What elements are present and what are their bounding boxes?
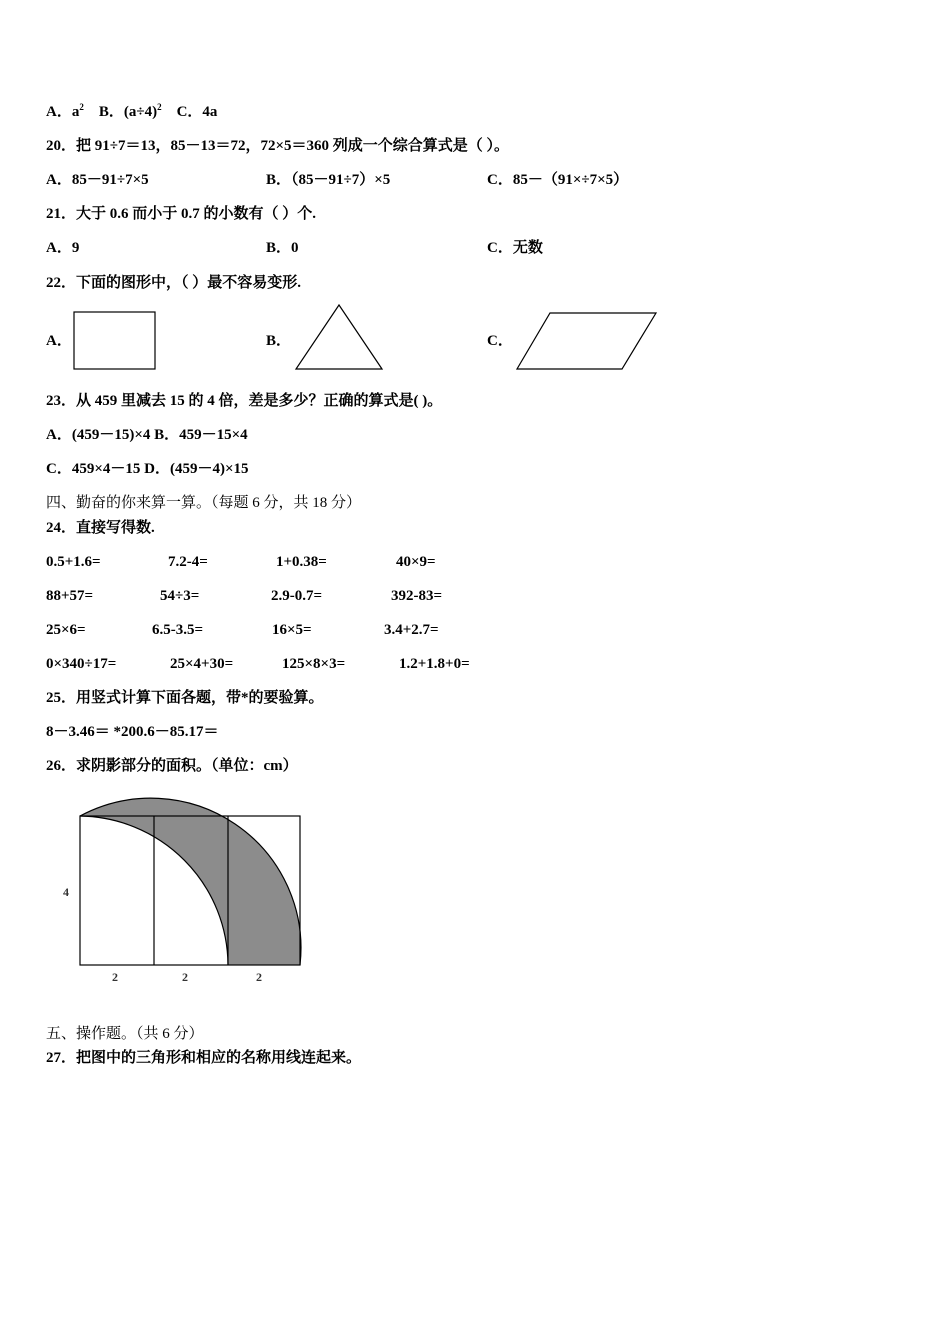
q22-option-b: B． (266, 333, 292, 349)
width-label: 2 (112, 970, 118, 984)
q24-expression: 0.5+1.6= (46, 554, 101, 570)
height-label: 4 (63, 885, 69, 899)
q23-stem: 23．从 459 里减去 15 的 4 倍，差是多少？正确的算式是( )。 (46, 393, 443, 409)
q22-stem: 22．下面的图形中，（ ）最不容易变形. (46, 275, 302, 291)
q24-expression: 2.9-0.7= (271, 588, 323, 604)
triangle-shape (296, 305, 382, 369)
q24-expression: 25×4+30= (170, 656, 234, 672)
q19-option-c: C．4a (176, 104, 218, 120)
q21-option-c: C．无数 (487, 240, 543, 256)
q25-stem: 25．用竖式计算下面各题，带*的要验算。 (46, 690, 324, 706)
q21-stem: 21．大于 0.6 而小于 0.7 的小数有（ ）个. (46, 206, 317, 222)
q19-option-a-exponent: 2 (79, 102, 84, 112)
parallelogram-shape (517, 313, 656, 369)
shaded-area-figure (56, 806, 316, 996)
width-label: 2 (182, 970, 188, 984)
section-5-title: 五、操作题。（共 6 分） (46, 1026, 204, 1042)
shaded-region (80, 798, 301, 965)
q24-expression: 7.2-4= (168, 554, 208, 570)
q24-expression: 88+57= (46, 588, 94, 604)
q19-options (46, 102, 217, 122)
q19-option-a: A．a (46, 104, 80, 120)
q24-stem: 24．直接写得数. (46, 520, 155, 536)
q19-option-b: B．(a÷4) (98, 104, 158, 120)
q20-option-a: A．85－91÷7×5 (46, 172, 149, 188)
q23-options-cd: C．459×4－15 D．(459－4)×15 (46, 461, 249, 477)
q24-expression: 25×6= (46, 622, 86, 638)
q22-option-c: C． (487, 333, 513, 349)
q19-option-b-exponent: 2 (157, 102, 162, 112)
triangle-figure (294, 304, 384, 372)
q24-expression: 1.2+1.8+0= (399, 656, 470, 672)
q24-expression: 6.5-3.5= (152, 622, 204, 638)
q24-expression: 1+0.38= (276, 554, 327, 570)
q24-expression: 40×9= (396, 554, 436, 570)
q20-option-c: C．85－（91×÷7×5） (487, 172, 629, 188)
rectangle-figure (73, 311, 157, 371)
q21-option-a: A．9 (46, 240, 80, 256)
rectangle-shape (74, 312, 155, 369)
q21-option-b: B．0 (266, 240, 299, 256)
parallelogram-figure (516, 312, 658, 372)
section-4-title: 四、勤奋的你来算一算。（每题 6 分，共 18 分） (46, 495, 362, 511)
q24-expression: 54÷3= (160, 588, 200, 604)
q24-expression: 392-83= (391, 588, 443, 604)
width-label: 2 (256, 970, 262, 984)
q24-expression: 0×340÷17= (46, 656, 117, 672)
q20-stem: 20．把 91÷7＝13，85－13＝72，72×5＝360 列成一个综合算式是（ ）。 (46, 138, 510, 154)
q27-stem: 27．把图中的三角形和相应的名称用线连起来。 (46, 1050, 362, 1066)
q23-options-ab: A．(459－15)×4 B．459－15×4 (46, 427, 248, 443)
q22-option-a: A． (46, 333, 72, 349)
q24-expression: 3.4+2.7= (384, 622, 439, 638)
q20-option-b: B．（85－91÷7）×5 (266, 172, 391, 188)
q26-stem: 26．求阴影部分的面积。（单位：cm） (46, 758, 298, 774)
q25-items: 8－3.46＝ *200.6－85.17＝ (46, 724, 219, 740)
q24-expression: 125×8×3= (282, 656, 346, 672)
q24-expression: 16×5= (272, 622, 312, 638)
